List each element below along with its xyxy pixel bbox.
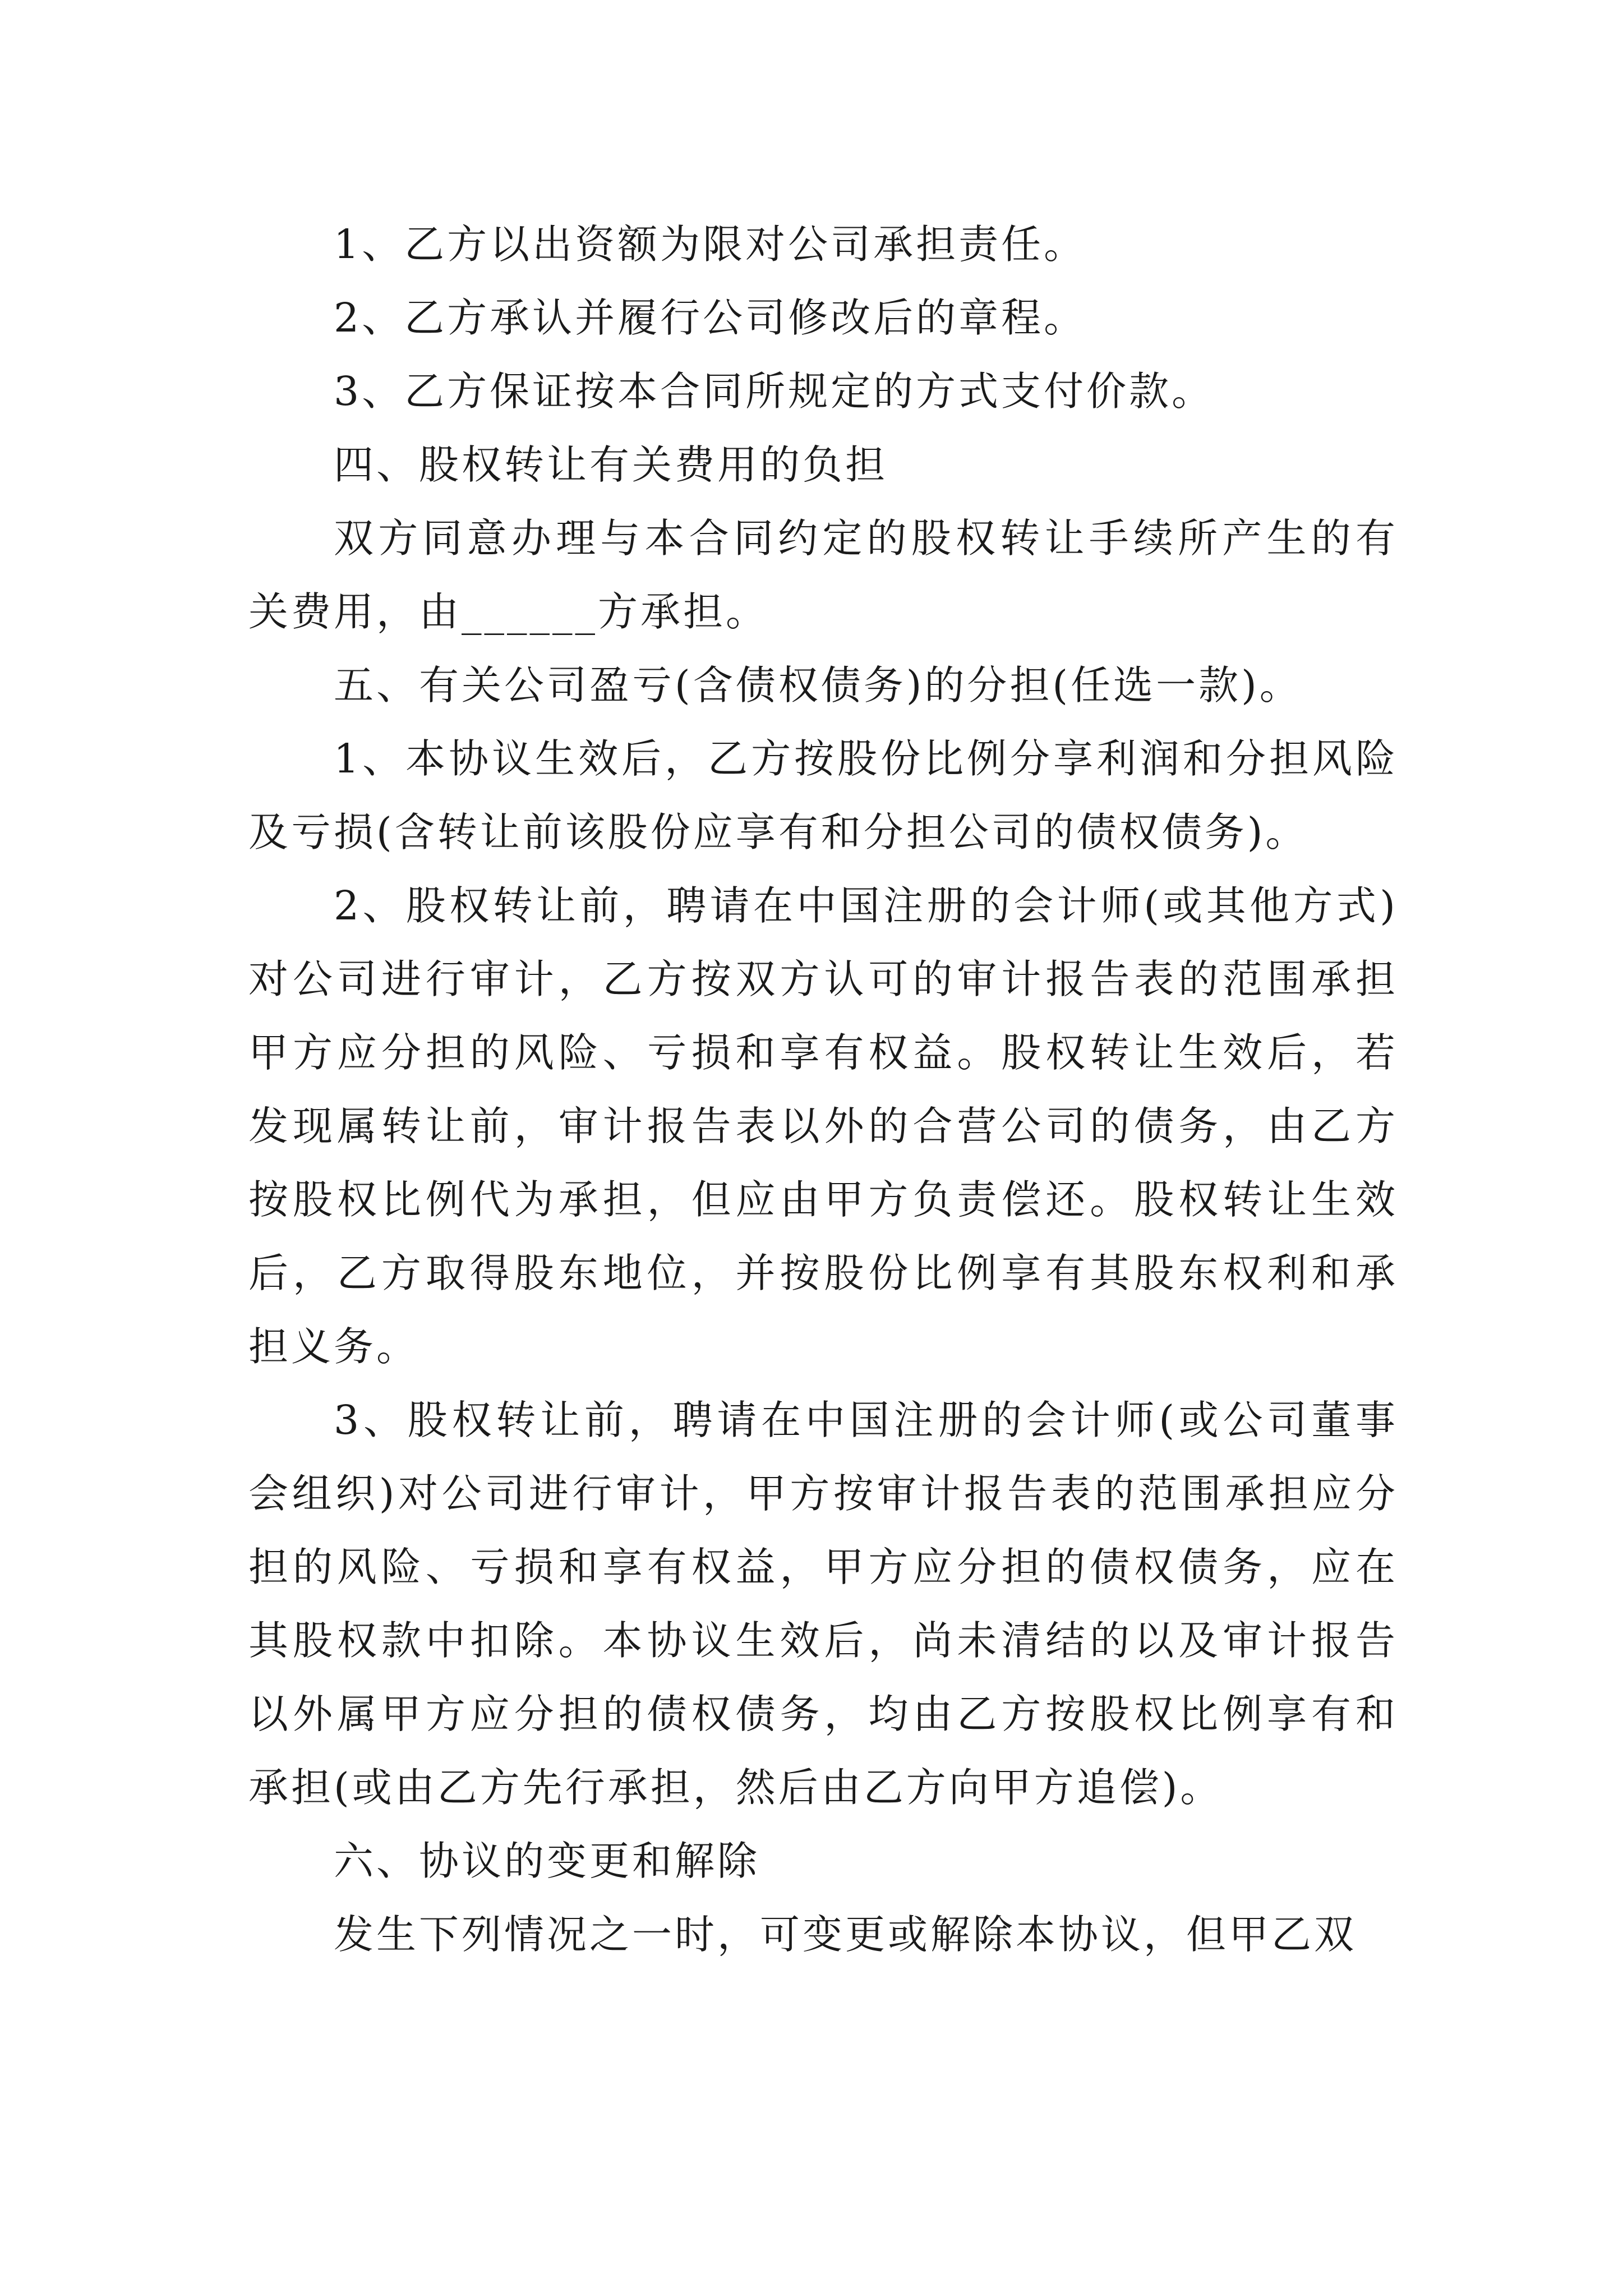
document-body	[248, 208, 1398, 1971]
clause-1-liability: 1、乙方以出资额为限对公司承担责任。	[334, 221, 1087, 268]
section-4-body: 双方同意办理与本合同约定的股权转让手续所产生的有关费用，由______方承担。	[248, 515, 1398, 635]
clause-3-payment: 3、乙方保证按本合同所规定的方式支付价款。	[334, 368, 1215, 415]
section-5-option-1: 1、本协议生效后，乙方按股份比例分享利润和分担风险及亏损(含转让前该股份应享有和分担公司的债权债务)。	[248, 735, 1398, 855]
section-5-option-3: 3、股权转让前，聘请在中国注册的会计师(或公司董事会组织)对公司进行审计，甲方按审计报告表的范围承担应分担的风险、亏损和享有权益，甲方应分担的债权债务，应在其股权款中扣除。本协议生效后，尚未清结的以及审计报告以外属甲方应分担的债权债务，均由乙方按股权比例享有和承担(或由乙方先行承担，然后由乙方向甲方追偿)。	[248, 1397, 1398, 1811]
section-6-heading: 六、协议的变更和解除	[334, 1838, 760, 1884]
section-5-option-2: 2、股权转让前，聘请在中国注册的会计师(或其他方式)对公司进行审计，乙方按双方认可的审计报告表的范围承担甲方应分担的风险、亏损和享有权益。股权转让生效后，若发现属转让前，审计报告表以外的合营公司的债务，由乙方按股权比例代为承担，但应由甲方负责偿还。股权转让生效后，乙方取得股东地位，并按股份比例享有其股东权利和承担义务。	[248, 882, 1398, 1370]
section-4-heading: 四、股权转让有关费用的负担	[334, 441, 888, 488]
section-6-body: 发生下列情况之一时，可变更或解除本协议，但甲乙双	[334, 1911, 1357, 1958]
section-5-heading: 五、有关公司盈亏(含债权债务)的分担(任选一款)。	[334, 662, 1302, 708]
clause-2-charter: 2、乙方承认并履行公司修改后的章程。	[334, 295, 1087, 341]
